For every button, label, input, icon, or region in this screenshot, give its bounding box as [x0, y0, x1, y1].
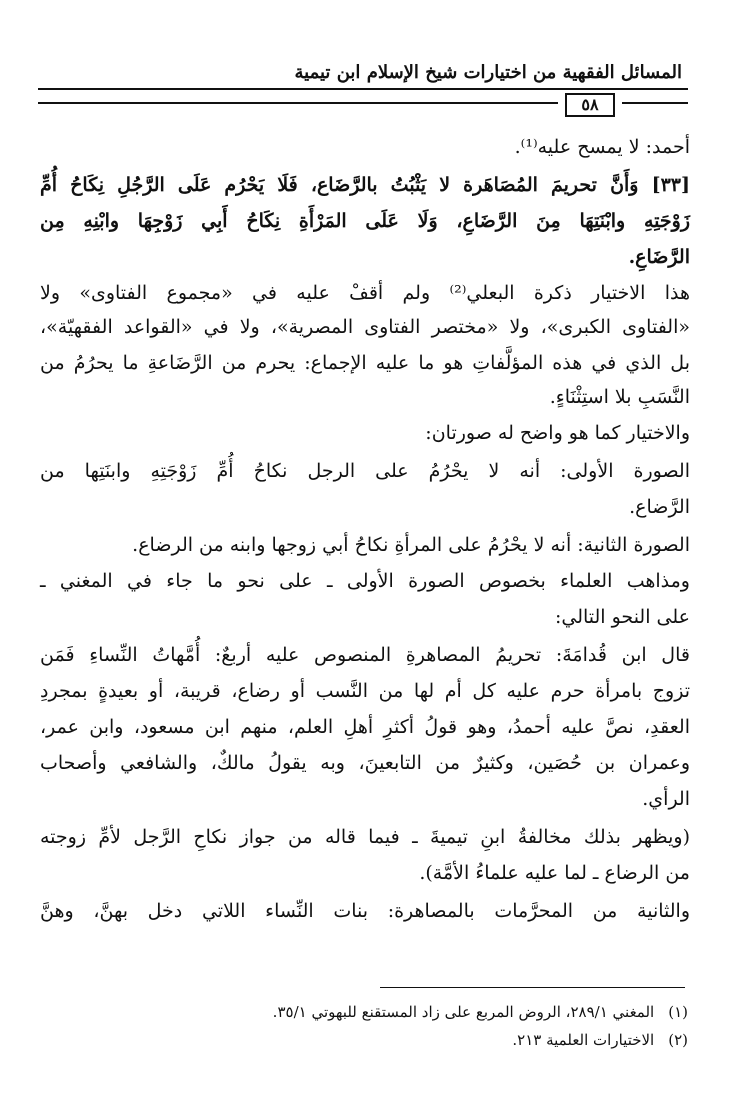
text-line: بل الذي في هذه المؤلَّفاتِ هو ما عليه الإجماع: يحرم من الرَّضَاعةِ ما يحرُمُ من — [40, 352, 690, 374]
running-header — [38, 60, 688, 88]
text-line: من الرضاع ـ لما عليه علماءُ الأمَّة). — [419, 862, 690, 884]
text-line: الصورة الثانية: أنه لا يحْرُمُ على المرأةِ نكاحُ أبي زوجها وابنه من الرضاع. — [132, 534, 690, 556]
text-line: الصورة الأولى: أنه لا يحْرُمُ على الرجل نكاحُ أُمِّ زَوْجَتِهِ وابنَتِها من — [40, 460, 690, 482]
header-rule-left — [38, 102, 558, 104]
text-line: زَوْجَتِهِ وابْنَتِهَا مِنَ الرَّضَاعِ، وَلَا عَلَى المَرْأَةِ نِكَاحُ أَبِي زَوْجِهَا وابْنِهِ مِن — [40, 210, 690, 232]
text-line: النَّسَبِ بلا استِثْنَاءٍ. — [549, 386, 690, 408]
text-line: أحمد: لا يمسح عليه⁽¹⁾. — [514, 136, 690, 158]
text-line: ومذاهب العلماء بخصوص الصورة الأولى ـ على نحو ما جاء في المغني ـ — [40, 570, 690, 592]
header-rule-right — [622, 102, 688, 104]
text-line: تزوج بامرأة حرم عليه كل أم لها من النَّسب أو رضاع، قريبة، أو بعيدةٍ بمجردِ — [40, 680, 690, 702]
page-number: ٥٨ — [565, 93, 615, 117]
footnote-text: الاختيارات العلمية ٢١٣. — [512, 1031, 655, 1049]
footnote — [273, 1002, 688, 1022]
text-line: وعمران بن حُصَين، وكثيرٌ من التابعينَ، وبه يقولُ مالكٌ، والشافعي وأصحاب — [40, 752, 690, 774]
text-line: هذا الاختيار ذكرة البعلي⁽²⁾ ولم أقفْ عليه في «مجموع الفتاوى» ولا — [40, 282, 691, 304]
text-line: «الفتاوى الكبرى»، ولا «مختصر الفتاوى المصرية»، ولا في «القواعد الفقهيّة»، — [40, 316, 690, 338]
text-line: الرأي. — [642, 788, 690, 810]
text-line: العقدِ، نصَّ عليه أحمدُ، وهو قولُ أكثرِ أهلِ العلم، منهم ابن مسعود، وابن عمر، — [40, 716, 690, 738]
text-line: والاختيار كما هو واضح له صورتان: — [425, 422, 690, 444]
text-line: (ويظهر بذلك مخالفةُ ابنِ تيميةَ ـ فيما قاله من جواز نكاحِ الرَّجل لأمِّ زوجته — [40, 826, 690, 848]
text-line: قال ابن قُدامَةَ: تحريمُ المصاهرةِ المنصوص عليه أربعٌ: أُمَّهاتُ النِّساءِ فَمَن — [40, 644, 690, 666]
footnote-rule — [380, 987, 685, 988]
footnote-number: (٢) — [668, 1031, 688, 1049]
text-line: الرَّضاع. — [629, 496, 690, 518]
footnote-number: (١) — [668, 1003, 688, 1021]
text-line: الرَّضَاعِ. — [628, 246, 690, 268]
footnote-text: المغني ٢٨٩/١، الروض المربع على زاد المستقنع للبهوتي ٣٥/١. — [272, 1003, 655, 1021]
text-line: [٣٣] وَأَنَّ تحريمَ المُصَاهَرة لا يَثْبُتُ بالرَّضَاع، فَلَا يَحْرُم عَلَى الرَّجُلِ نِكَاحُ أُمِّ — [40, 174, 690, 196]
text-line: على النحو التالي: — [554, 606, 690, 628]
footnote — [512, 1030, 688, 1050]
header-title: المسائل الفقهية من اختيارات شيخ الإسلام ابن تيمية — [294, 62, 682, 83]
text-line: والثانية من المحرَّمات بالمصاهرة: بنات النِّساء اللاتي دخل بهنَّ، وهنَّ — [40, 900, 690, 922]
header-rule — [38, 88, 688, 90]
